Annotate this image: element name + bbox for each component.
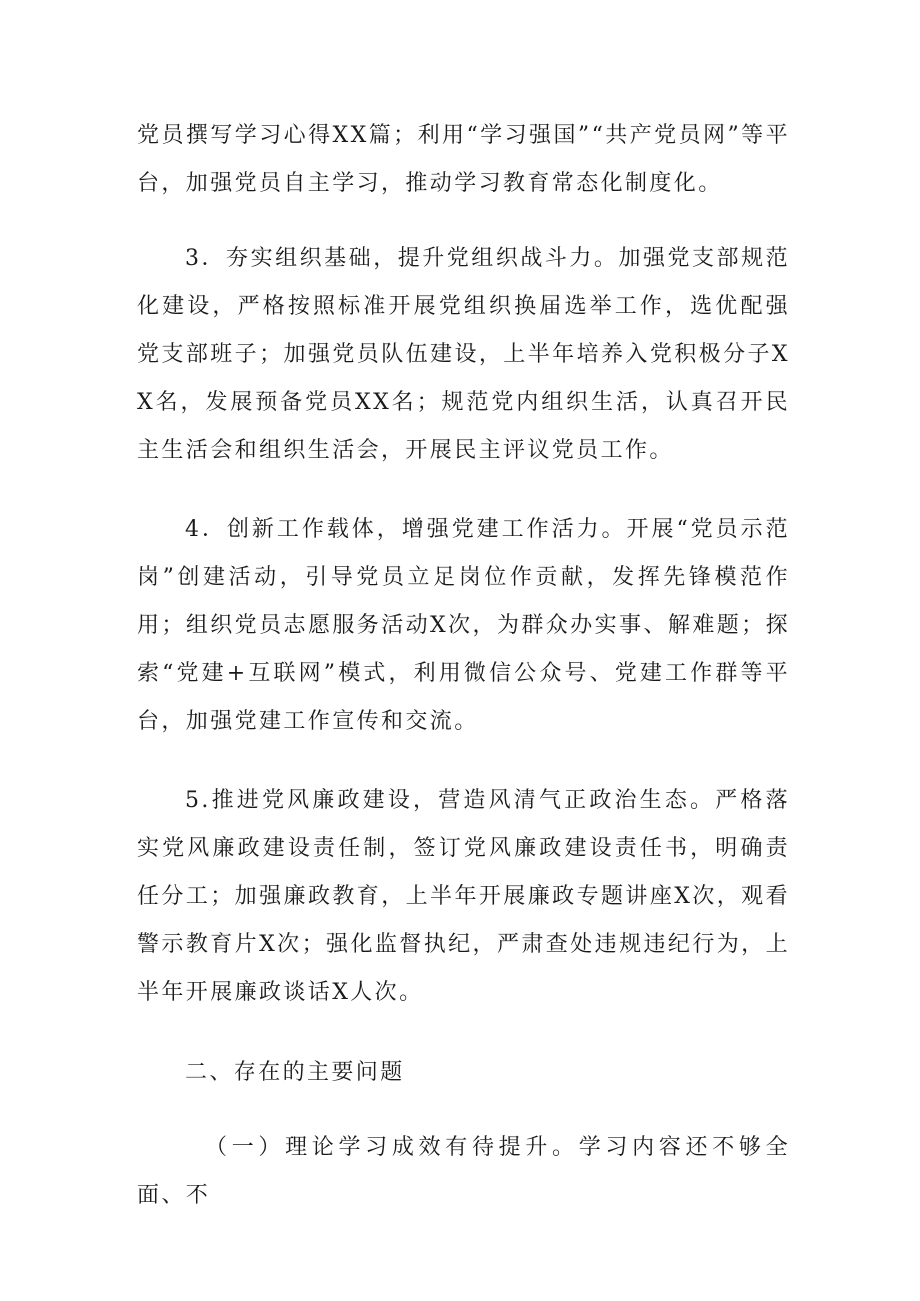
paragraph-work-carriers: 4．创新工作载体，增强党建工作活力。开展“党员示范岗”创建活动，引导党员立足岗位作贡献，发挥先锋模范作用；组织党员志愿服务活动X次，为群众办实事、解难题；探索“党建+互联网”模式，利用微信公众号、党建工作群等平台，加强党建工作宣传和交流。 bbox=[137, 517, 790, 734]
sub-heading-theory-study: （一）理论学习成效有待提升。学习内容还不够全面、不 bbox=[137, 1135, 790, 1208]
section-heading-main-problems: 二、存在的主要问题 bbox=[185, 1060, 405, 1085]
paragraph-organization-foundation: 3．夯实组织基础，提升党组织战斗力。加强党支部规范化建设，严格按照标准开展党组织换届选举工作，选优配强党支部班子；加强党员队伍建设，上半年培养入党积极分子XX名，发展预备党员XX名；规范党内组织生活，认真召开民主生活会和组织生活会，开展民主评议党员工作。 bbox=[137, 246, 790, 463]
paragraph-study-platforms: 党员撰写学习心得XX篇；利用“学习强国”“共产党员网”等平台，加强党员自主学习，推动学习教育常态化制度化。 bbox=[137, 123, 790, 196]
paragraph-integrity-building: 5.推进党风廉政建设，营造风清气正政治生态。严格落实党风廉政建设责任制，签订党风廉政建设责任书，明确责任分工；加强廉政教育，上半年开展廉政专题讲座X次，观看警示教育片X次；强化监督执纪，严肃查处违规违纪行为，上半年开展廉政谈话X人次。 bbox=[137, 788, 790, 1005]
